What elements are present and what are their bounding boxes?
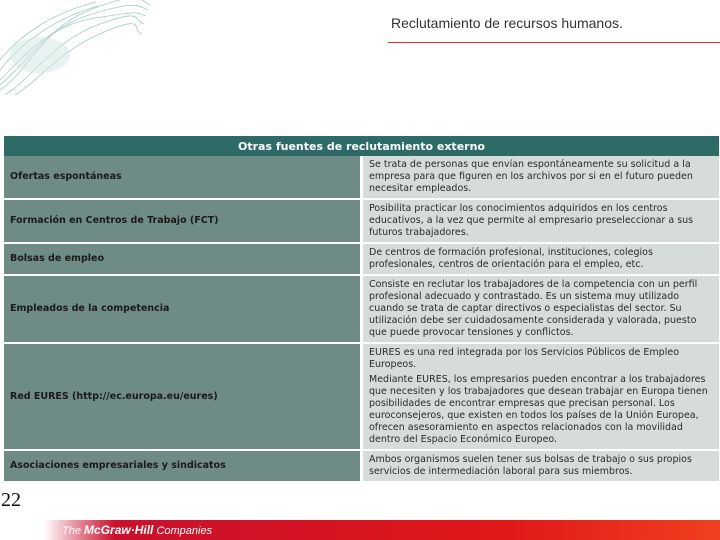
description-cell bbox=[362, 199, 720, 243]
table-row bbox=[4, 199, 719, 243]
description-cell bbox=[362, 156, 720, 199]
source-cell: Formación en Centros de Trabajo (FCT) bbox=[4, 199, 362, 243]
description-cell bbox=[362, 450, 720, 482]
source-cell: Asociaciones empresariales y sindicatos bbox=[4, 450, 362, 482]
description-text: De centros de formación profesional, instituciones, colegios profesionales, centros de orientación para el empleo, etc. bbox=[369, 247, 653, 270]
description-text: Se trata de personas que envían espontáneamente su solicitud a la empresa para que figuren en los archivos por si en el futuro pueden necesitar empleados. bbox=[369, 159, 693, 194]
description-cell bbox=[362, 343, 720, 450]
source-cell: Red EURES (http://ec.europa.eu/eures) bbox=[4, 343, 362, 450]
footer-bar bbox=[0, 520, 720, 540]
table-row bbox=[4, 343, 719, 450]
description-text: EURES es una red integrada por los Servicios Públicos de Empleo Europeos. bbox=[369, 347, 680, 370]
source-cell: Empleados de la competencia bbox=[4, 275, 362, 343]
source-cell: Bolsas de empleo bbox=[4, 243, 362, 275]
table-caption: Otras fuentes de reclutamiento externo bbox=[4, 136, 719, 156]
decorative-swirl-graphic bbox=[0, 0, 150, 95]
description-text: Posibilita practicar los conocimientos adquiridos en los centros educativos, a la vez que permite al empresario preseleccionar a sus futuros trabajadores. bbox=[369, 203, 694, 238]
slide-title: Reclutamiento de recursos humanos. bbox=[391, 15, 623, 31]
page-number: 22 bbox=[1, 489, 21, 511]
brand-suffix: Companies bbox=[156, 525, 213, 537]
description-text: Consiste en reclutar los trabajadores de la competencia con un perfil profesional adecuado y contrastado. Es un sistema muy utilizado cuando se trata de captar directivos o especialistas del sector. Su utilización debe ser cuidadosamente considerada y valorada, puesto que puede provocar tensiones y conflictos. bbox=[369, 279, 698, 338]
title-divider bbox=[388, 42, 720, 43]
description-text: Ambos organismos suelen tener sus bolsas de trabajo o sus propios servicios de intermediación laboral para sus miembros. bbox=[369, 454, 692, 477]
table-row bbox=[4, 156, 719, 199]
table-row bbox=[4, 450, 719, 482]
brand-name: McGraw·Hill bbox=[84, 523, 154, 537]
brand-prefix: The bbox=[62, 525, 81, 537]
table-row bbox=[4, 243, 719, 275]
source-cell: Ofertas espontáneas bbox=[4, 156, 362, 199]
recruitment-sources-table bbox=[4, 136, 719, 483]
table-row bbox=[4, 275, 719, 343]
description-text: Mediante EURES, los empresarios pueden encontrar a los trabajadores que necesiten y los trabajadores que desean trabajar en Europa tienen posibilidades de encontrar empresas que precisan personal. Los euroconsejeros, que existen en todos los países de la Unión Europea, ofrecen asesoramiento en aspectos relacionados con la movilidad dentro del Espacio Económico Europeo. bbox=[369, 374, 708, 445]
description-cell bbox=[362, 243, 720, 275]
publisher-logo bbox=[62, 523, 212, 537]
description-cell bbox=[362, 275, 720, 343]
